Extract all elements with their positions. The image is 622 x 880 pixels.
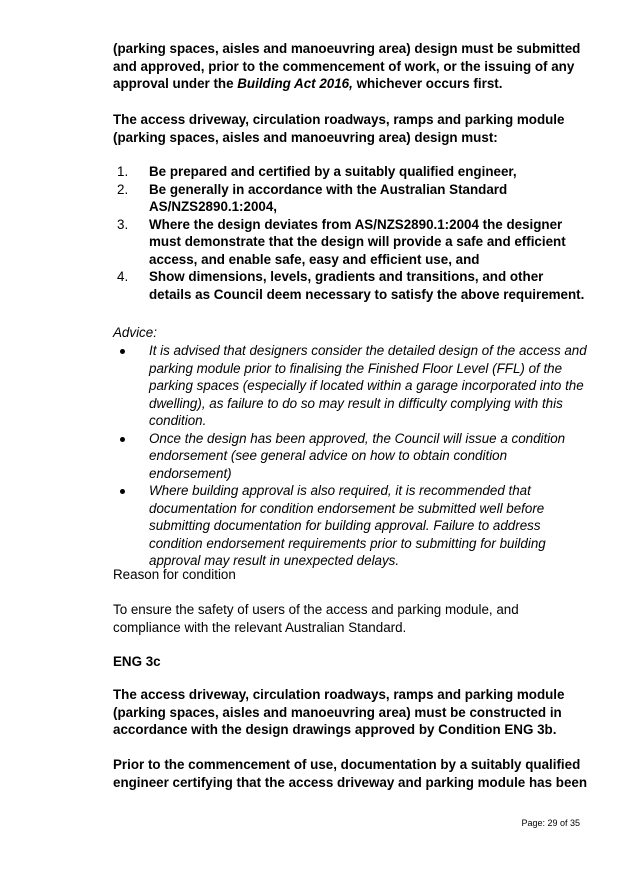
advice-list [113,342,588,570]
reason-text: To ensure the safety of users of the access and parking module, and compliance with the relevant Australian Standard. [113,602,519,635]
item-text: Be prepared and certified by a suitably qualified engineer, [149,164,517,179]
item-text: Show dimensions, levels, gradients and transitions, and other details as Council deem necessary to satisfy the above requirement. [149,269,585,302]
paragraph-text: (parking spaces, aisles and manoeuvring area) design must be submitted and approved, prior to the commencement of work, or the issuing of any approval under the [113,41,581,91]
item-number: 3. [117,216,129,232]
paragraph-construction: The access driveway, circulation roadways, ramps and parking module (parking spaces, aisles and manoeuvring area) must be constructed in accordance with the design drawings approved by Condition ENG 3b. [113,687,565,737]
act-reference: Building Act 2016, [237,76,353,91]
requirement-item [113,268,588,303]
bullet-icon [120,489,125,494]
bullet-icon [120,349,125,354]
advice-item [113,482,588,570]
paragraph-certification: Prior to the commencement of use, documentation by a suitably qualified engineer certifying that the access driveway and parking module has been [113,757,588,790]
reason-heading: Reason for condition [113,567,236,582]
requirements-list [113,163,588,303]
item-number: 2. [117,181,129,197]
paragraph-design-must: The access driveway, circulation roadways, ramps and parking module (parking spaces, aisles and manoeuvring area) design must: [113,112,565,145]
page-number: Page: 29 of 35 [521,818,580,828]
eng-heading: ENG 3c [113,654,161,669]
paragraph-text-end: whichever occurs first. [352,76,503,91]
paragraph-design-submission [113,40,588,93]
requirement-item [113,216,588,269]
advice-item [113,430,588,483]
advice-text: Once the design has been approved, the Council will issue a condition endorsement (see general advice on how to obtain condition endorsement) [149,430,566,481]
item-text: Be generally in accordance with the Australian Standard AS/NZS2890.1:2004, [149,181,508,214]
item-text: Where the design deviates from AS/NZS2890.1:2004 the designer must demonstrate that the design will provide a safe and efficient access, and enable safe, easy and efficient use, and [149,216,566,267]
advice-label: Advice: [113,325,157,340]
advice-text: It is advised that designers consider the detailed design of the access and parking module prior to finalising the Finished Floor Level (FFL) of the parking spaces (especially if located within a garage incorporated into the dwelling), as failure to do so may result in difficulty complying with this condition. [149,343,587,428]
requirement-item [113,181,588,216]
requirement-item [113,163,588,181]
advice-text: Where building approval is also required, it is recommended that documentation for condition endorsement be submitted well before submitting documentation for building approval. Failure to address condition endorsement requirements prior to submitting for building approval may result in unexpected delays. [149,483,546,568]
item-number: 4. [117,269,129,284]
bullet-icon [120,437,125,442]
advice-item [113,342,588,430]
item-number: 1. [117,164,129,179]
